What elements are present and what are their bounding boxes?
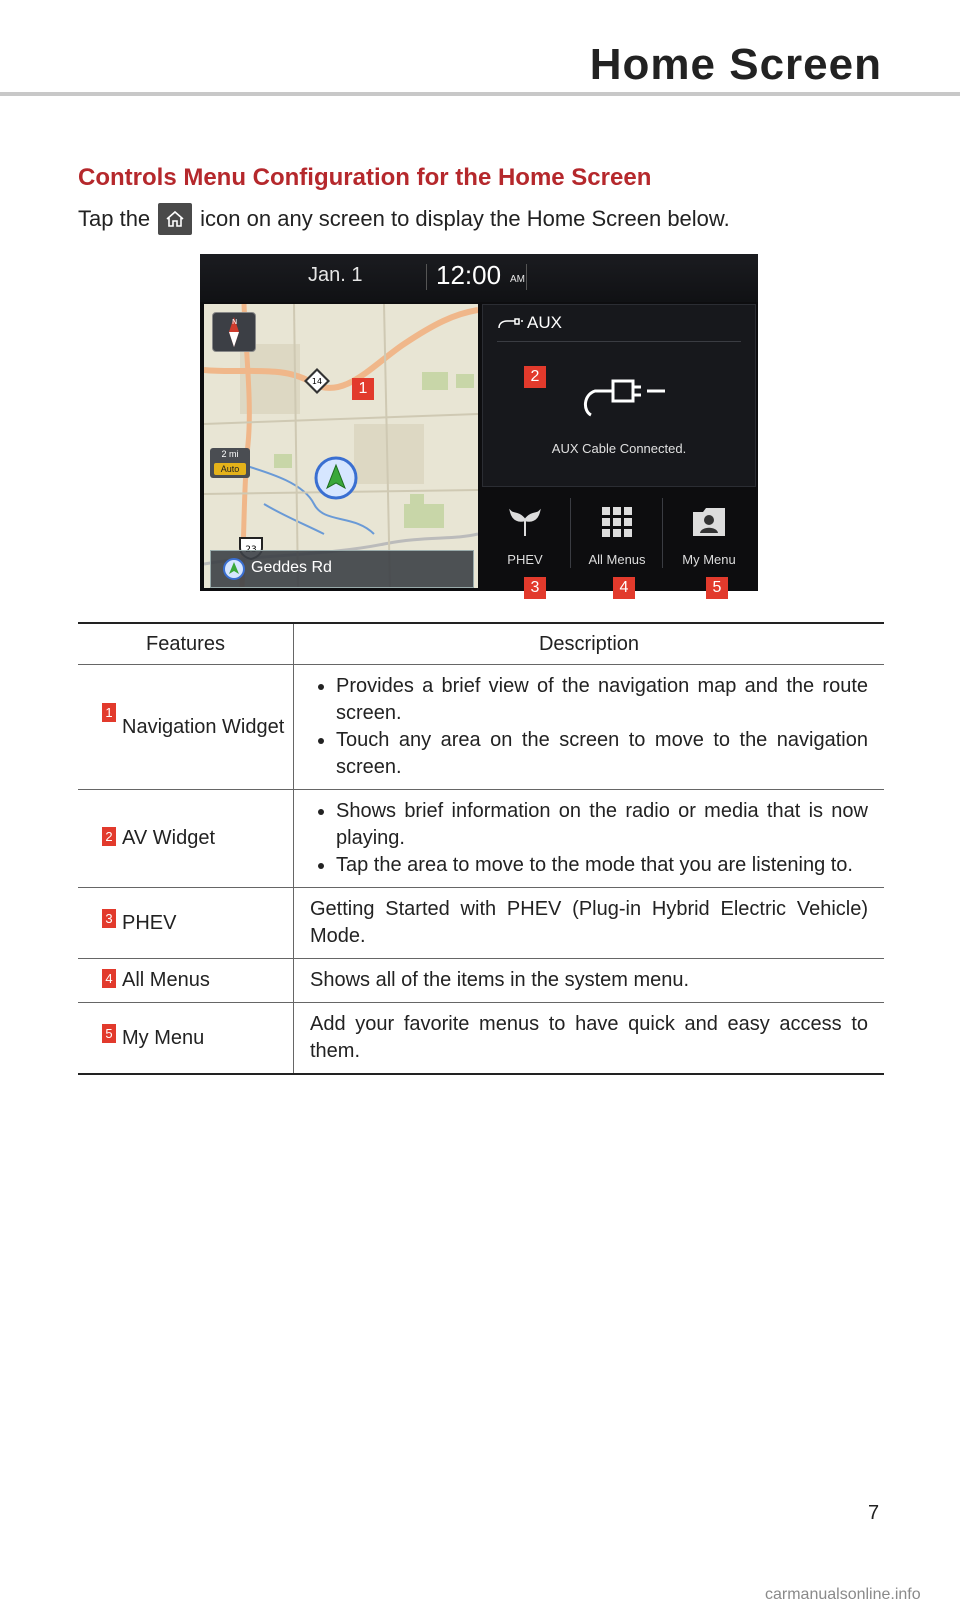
shortcut-label: My Menu — [682, 552, 736, 567]
feature-name: Navigation Widget — [122, 715, 285, 738]
aux-cable-icon — [497, 317, 523, 331]
vehicle-position-icon — [314, 456, 358, 500]
shortcut-divider — [570, 498, 571, 568]
intro-before: Tap the — [78, 206, 151, 231]
leaf-icon — [509, 506, 541, 538]
column-header-features: Features — [78, 623, 294, 665]
table-header-row — [78, 623, 884, 665]
route-number: 14 — [311, 377, 323, 386]
feature-name: PHEV — [122, 911, 177, 934]
shortcut-label: All Menus — [588, 552, 646, 567]
callout-2: 2 — [524, 366, 546, 388]
status-bar — [200, 254, 758, 302]
phev-shortcut[interactable] — [480, 494, 570, 588]
feature-name: All Menus — [122, 969, 210, 991]
watermark: carmanualsonline.info — [765, 1586, 921, 1603]
page-header — [0, 0, 960, 96]
compass-icon[interactable] — [212, 312, 256, 352]
my-menu-shortcut[interactable] — [664, 494, 754, 588]
description-bullet: • Provides a brief view of the navigation map and the route screen. — [336, 673, 868, 727]
feature-cell — [78, 790, 294, 888]
home-screen-figure — [200, 254, 758, 591]
media-source: AUX — [527, 313, 562, 332]
table-row — [78, 1003, 884, 1075]
description-bullet: • Touch any area on the screen to move to the navigation screen. — [336, 727, 868, 781]
table-row — [78, 665, 884, 790]
av-widget[interactable] — [482, 304, 756, 487]
description-bullet: • Shows brief information on the radio or media that is now playing. — [336, 798, 868, 852]
home-icon — [158, 203, 192, 235]
row-number-badge: 5 — [102, 1024, 116, 1043]
status-divider — [526, 264, 527, 290]
column-header-description: Description — [294, 623, 885, 665]
road-name: Geddes Rd — [251, 559, 332, 576]
direction-icon — [223, 558, 245, 580]
shortcut-label: PHEV — [507, 552, 543, 567]
aux-plug-icon — [579, 371, 669, 421]
description-cell: Getting Started with PHEV (Plug-in Hybrid Electric Vehicle) Mode. — [294, 888, 885, 959]
table-row — [78, 959, 884, 1003]
page-title: Home Screen — [589, 40, 882, 89]
page-number: 7 — [868, 1502, 880, 1524]
status-time: 12:00 — [436, 260, 502, 290]
description-cell: Add your favorite menus to have quick and easy access to them. — [294, 1003, 885, 1075]
feature-cell — [78, 1003, 294, 1075]
person-icon — [691, 506, 727, 538]
row-number-badge: 1 — [102, 703, 116, 722]
zoom-distance: 2 mi — [221, 449, 239, 459]
current-road-bar[interactable] — [210, 550, 474, 588]
features-table — [78, 622, 884, 1075]
status-divider — [426, 264, 427, 290]
route-shield-icon — [304, 368, 330, 394]
row-number-badge: 3 — [102, 909, 116, 928]
table-row — [78, 888, 884, 959]
row-number-badge: 4 — [102, 969, 116, 988]
row-number-badge: 2 — [102, 827, 116, 846]
status-ampm: AM — [510, 274, 525, 285]
description-bullet: • Tap the area to move to the mode that you are listening to. — [336, 852, 868, 879]
zoom-auto-badge: Auto — [214, 463, 246, 475]
navigation-widget[interactable] — [204, 304, 478, 588]
intro-after: icon on any screen to display the Home Screen below. — [200, 206, 730, 231]
media-divider — [497, 341, 741, 342]
callout-5: 5 — [706, 577, 728, 599]
feature-name: My Menu — [122, 1026, 205, 1049]
media-status: AUX Cable Connected. — [551, 441, 687, 456]
header-rule — [0, 92, 960, 96]
all-menus-shortcut[interactable] — [572, 494, 662, 588]
feature-cell — [78, 665, 294, 790]
feature-cell — [78, 888, 294, 959]
shortcut-divider — [662, 498, 663, 568]
description-cell: Shows all of the items in the system menu. — [294, 959, 885, 1003]
description-cell — [294, 790, 885, 888]
feature-name: AV Widget — [122, 827, 215, 849]
callout-3: 3 — [524, 577, 546, 599]
section-heading: Controls Menu Configuration for the Home Screen — [78, 164, 652, 191]
grid-icon — [601, 506, 633, 538]
callout-1: 1 — [352, 378, 374, 400]
status-date: Jan. 1 — [308, 264, 363, 286]
table-row — [78, 790, 884, 888]
feature-cell — [78, 959, 294, 1003]
description-cell — [294, 665, 885, 790]
intro-text — [78, 203, 730, 235]
shortcut-bar — [480, 494, 758, 588]
svg-text:N: N — [232, 318, 238, 326]
callout-4: 4 — [613, 577, 635, 599]
zoom-scale[interactable] — [210, 448, 250, 478]
